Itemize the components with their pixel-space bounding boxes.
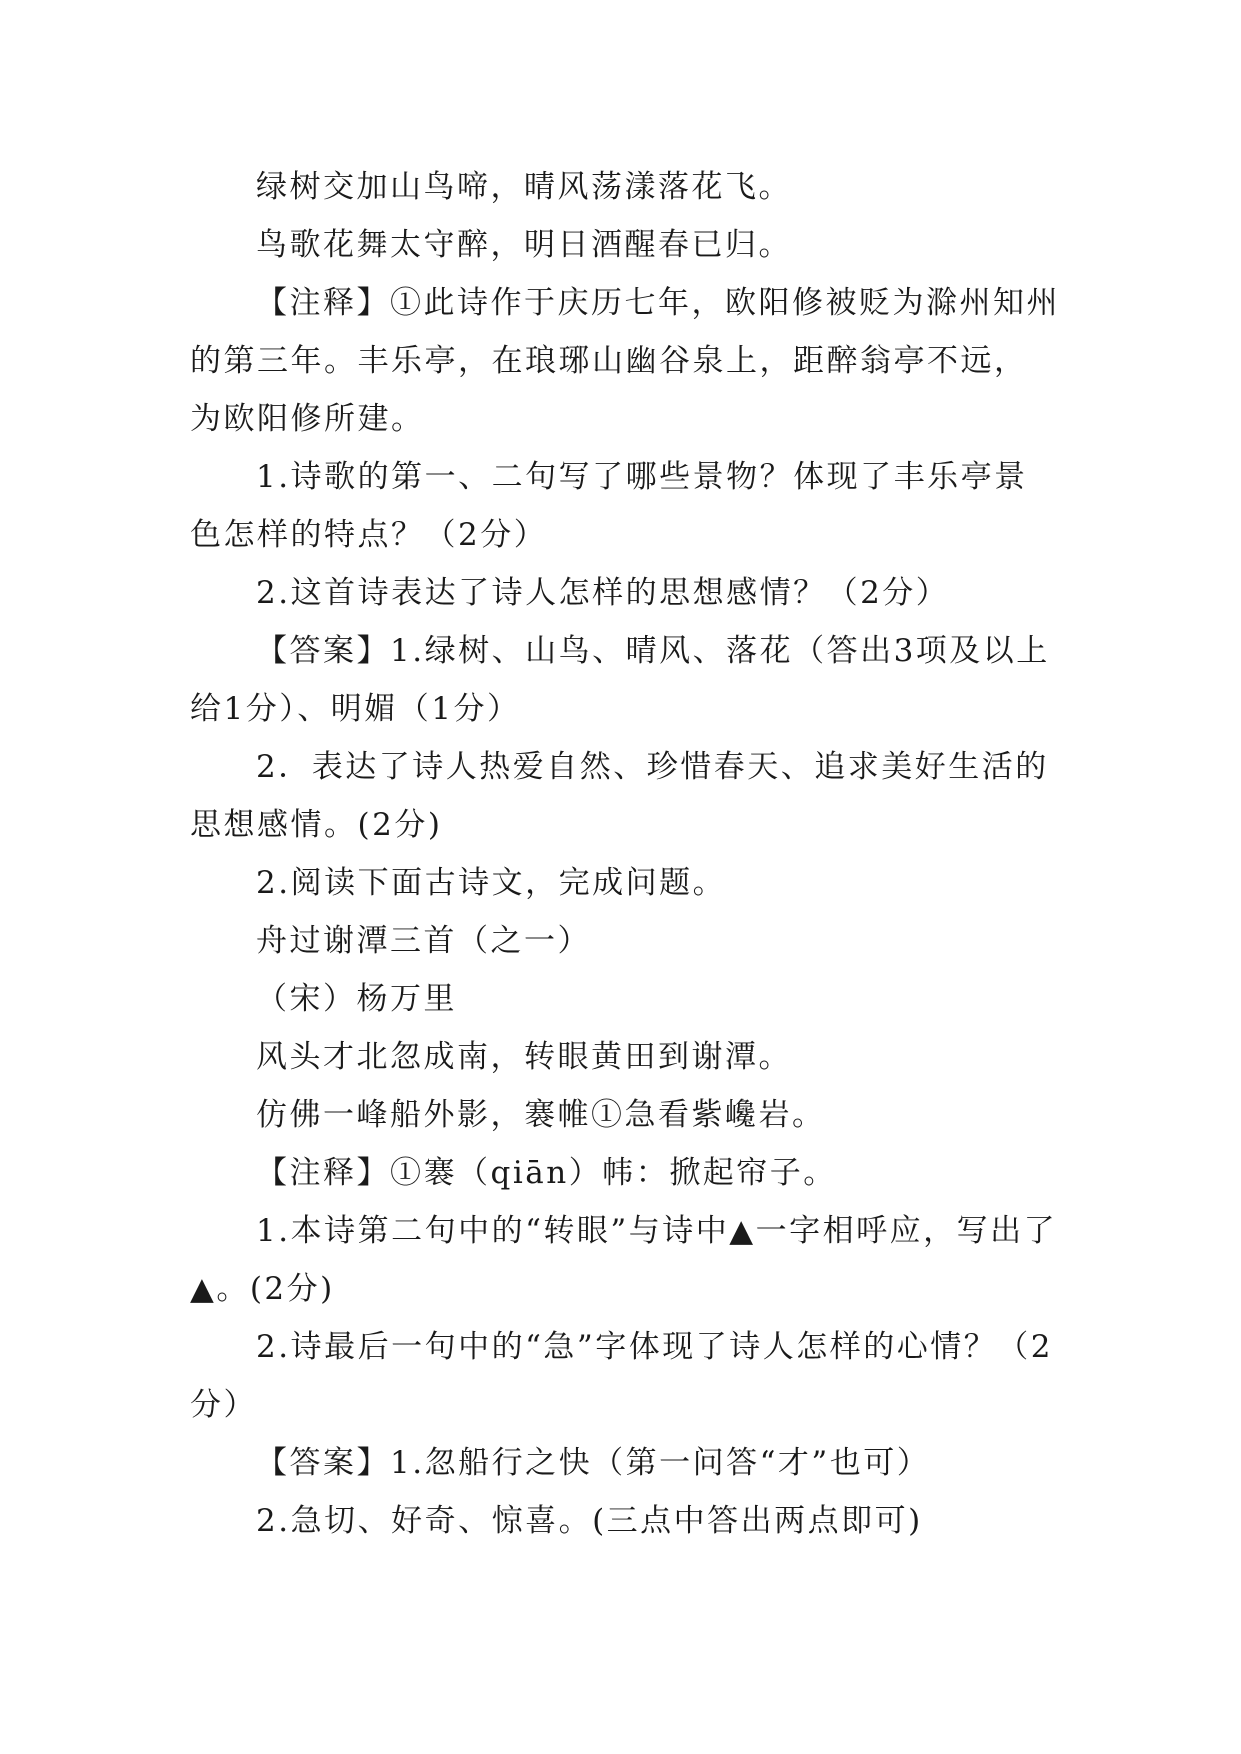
question-2-1: 1.本诗第二句中的“转眼”与诗中▲一字相呼应，写出了▲。(2分) bbox=[190, 1213, 1058, 1307]
answer-1-1: 【答案】1.绿树、山鸟、晴风、落花（答出3项及以上给1分）、明媚（1分） bbox=[190, 633, 1050, 727]
question-1-2: 2.这首诗表达了诗人怎样的思想感情？（2分） bbox=[256, 575, 950, 611]
poem-line-1: 绿树交加山鸟啼，晴风荡漾落花飞。 bbox=[256, 169, 792, 205]
poem-2-line-1: 风头才北忽成南，转眼黄田到谢潭。 bbox=[256, 1039, 792, 1075]
poem-2-title: 舟过谢潭三首（之一） bbox=[256, 923, 591, 959]
answer-2-1: 【答案】1.忽船行之快（第一问答“才”也可） bbox=[256, 1445, 931, 1481]
poem-2-line-2: 仿佛一峰船外影，褰帷①急看紫巉岩。 bbox=[256, 1097, 826, 1133]
document-body bbox=[190, 158, 1060, 1550]
question-1-1: 1.诗歌的第一、二句写了哪些景物？体现了丰乐亭景色怎样的特点？（2分） bbox=[190, 459, 1028, 553]
section-2-heading: 2.阅读下面古诗文，完成问题。 bbox=[256, 865, 727, 901]
answer-1-2: 2．表达了诗人热爱自然、珍惜春天、追求美好生活的思想感情。(2分) bbox=[190, 749, 1049, 843]
poem-2-author: （宋）杨万里 bbox=[256, 981, 457, 1017]
annotation-1: 【注释】①此诗作于庆历七年，欧阳修被贬为滁州知州的第三年。丰乐亭，在琅琊山幽谷泉上，距醉翁亭不远，为欧阳修所建。 bbox=[190, 285, 1060, 437]
poem-line-2: 鸟歌花舞太守醉，明日酒醒春已归。 bbox=[256, 227, 792, 263]
question-2-2: 2.诗最后一句中的“急”字体现了诗人怎样的心情？（2分） bbox=[190, 1329, 1053, 1423]
annotation-2: 【注释】①褰（qiān）帏：掀起帘子。 bbox=[256, 1155, 837, 1191]
answer-2-2: 2.急切、好奇、惊喜。(三点中答出两点即可) bbox=[256, 1503, 923, 1539]
